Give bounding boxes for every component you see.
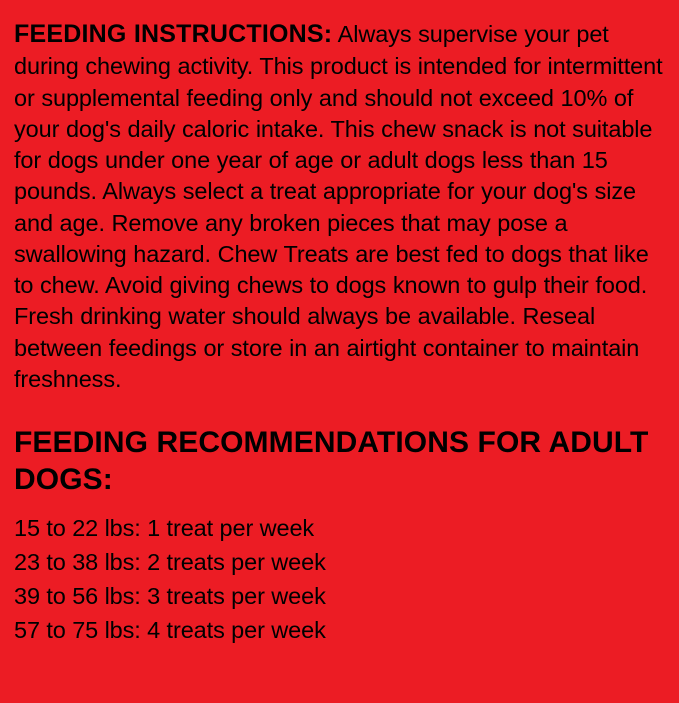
list-item: 57 to 75 lbs: 4 treats per week bbox=[14, 616, 326, 643]
list-item: 23 to 38 lbs: 2 treats per week bbox=[14, 549, 326, 576]
feeding-instructions-paragraph bbox=[14, 18, 665, 395]
feeding-instructions-section bbox=[14, 18, 665, 395]
feeding-instructions-body: Always supervise your pet during chewing activity. This product is intended for intermittent or supplemental feeding only and should not exceed 10% of your dog's daily caloric intake. This chew snack is not suitable for dogs under one year of age or adult dogs less than 15 pounds. Always select a treat appropriate for your dog's size and age. Remove any broken pieces that may pose a swallowing hazard. Chew Treats are best fed to dogs that like to chew. Avoid giving chews to dogs known to gulp their food. Fresh drinking water should always be available. Reseal between feedings or store in an airtight container to maintain freshness. bbox=[14, 21, 663, 392]
feeding-recommendations-list bbox=[14, 512, 665, 647]
feeding-instructions-label: FEEDING INSTRUCTIONS: bbox=[14, 20, 333, 48]
list-item: 15 to 22 lbs: 1 treat per week bbox=[14, 515, 315, 542]
list-item: 39 to 56 lbs: 3 treats per week bbox=[14, 582, 326, 609]
feeding-recommendations-heading: FEEDING RECOMMENDATIONS FOR ADULT DOGS: bbox=[14, 426, 649, 496]
feeding-recommendations-section bbox=[14, 425, 665, 648]
